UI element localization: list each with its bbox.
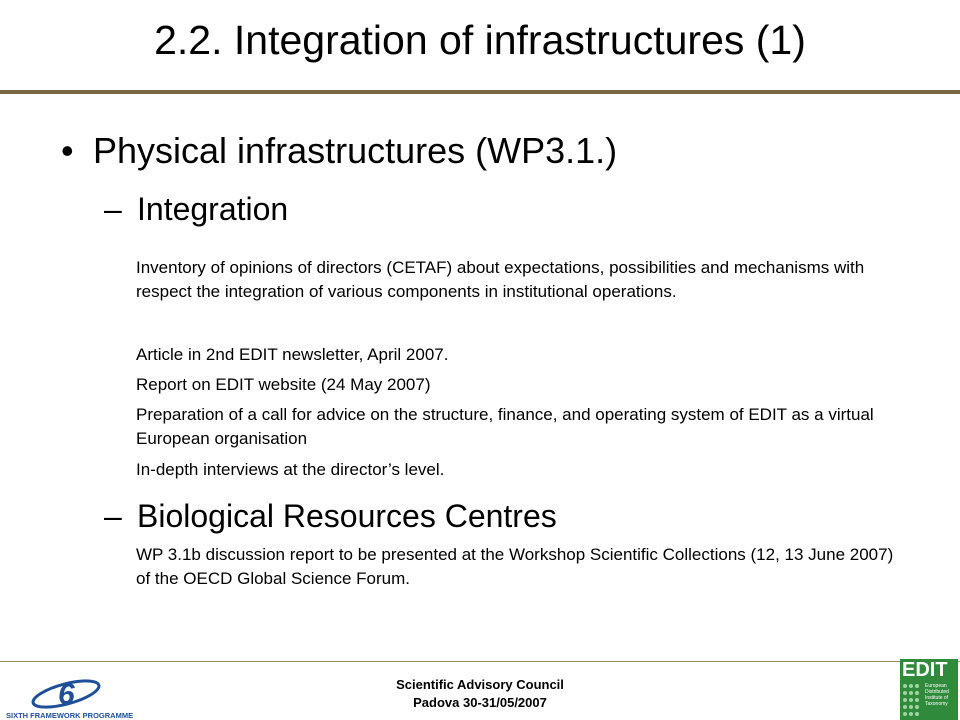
section-heading-brc: Biological Resources Centres: [137, 498, 557, 534]
integration-item: Inventory of opinions of directors (CETAF) about expectations, possibilities and mechanisms with respect the integration of various components in institutional operations.: [136, 258, 865, 301]
sixth-framework-logo-text: SIXTH FRAMEWORK PROGRAMME: [6, 711, 134, 720]
integration-item: Preparation of a call for advice on the structure, finance, and operating system of EDIT as a virtual European organisation: [136, 405, 874, 448]
footer-line2: Padova 30-31/05/2007: [413, 695, 547, 710]
svg-text:6: 6: [58, 678, 75, 711]
sixth-framework-logo: [4, 672, 134, 720]
dash-marker: –: [104, 498, 122, 534]
edit-logo-dots: [902, 683, 924, 717]
brc-item: WP 3.1b discussion report to be presented at the Workshop Scientific Collections (12, 13 June 2007) of the OECD Global Science Forum.: [136, 545, 894, 588]
integration-item: In-depth interviews at the director’s level.: [136, 460, 445, 479]
dash-marker: –: [104, 191, 122, 227]
integration-item: Report on EDIT website (24 May 2007): [136, 375, 431, 394]
edit-logo-subtitle: European Distributed Institute of Taxonomy: [925, 683, 949, 707]
title-divider: [0, 90, 960, 94]
edit-logo: [900, 659, 958, 720]
footer-caption: [330, 676, 630, 712]
bullet-marker: •: [61, 130, 74, 171]
slide-title: 2.2. Integration of infrastructures (1): [154, 17, 806, 63]
level1-bullet: Physical infrastructures (WP3.1.): [93, 130, 618, 171]
section-heading-integration: Integration: [137, 191, 289, 227]
edit-logo-title: EDIT: [902, 659, 948, 681]
integration-item: Article in 2nd EDIT newsletter, April 2007.: [136, 345, 449, 364]
footer-divider: [0, 661, 960, 662]
footer-line1: Scientific Advisory Council: [396, 677, 564, 692]
